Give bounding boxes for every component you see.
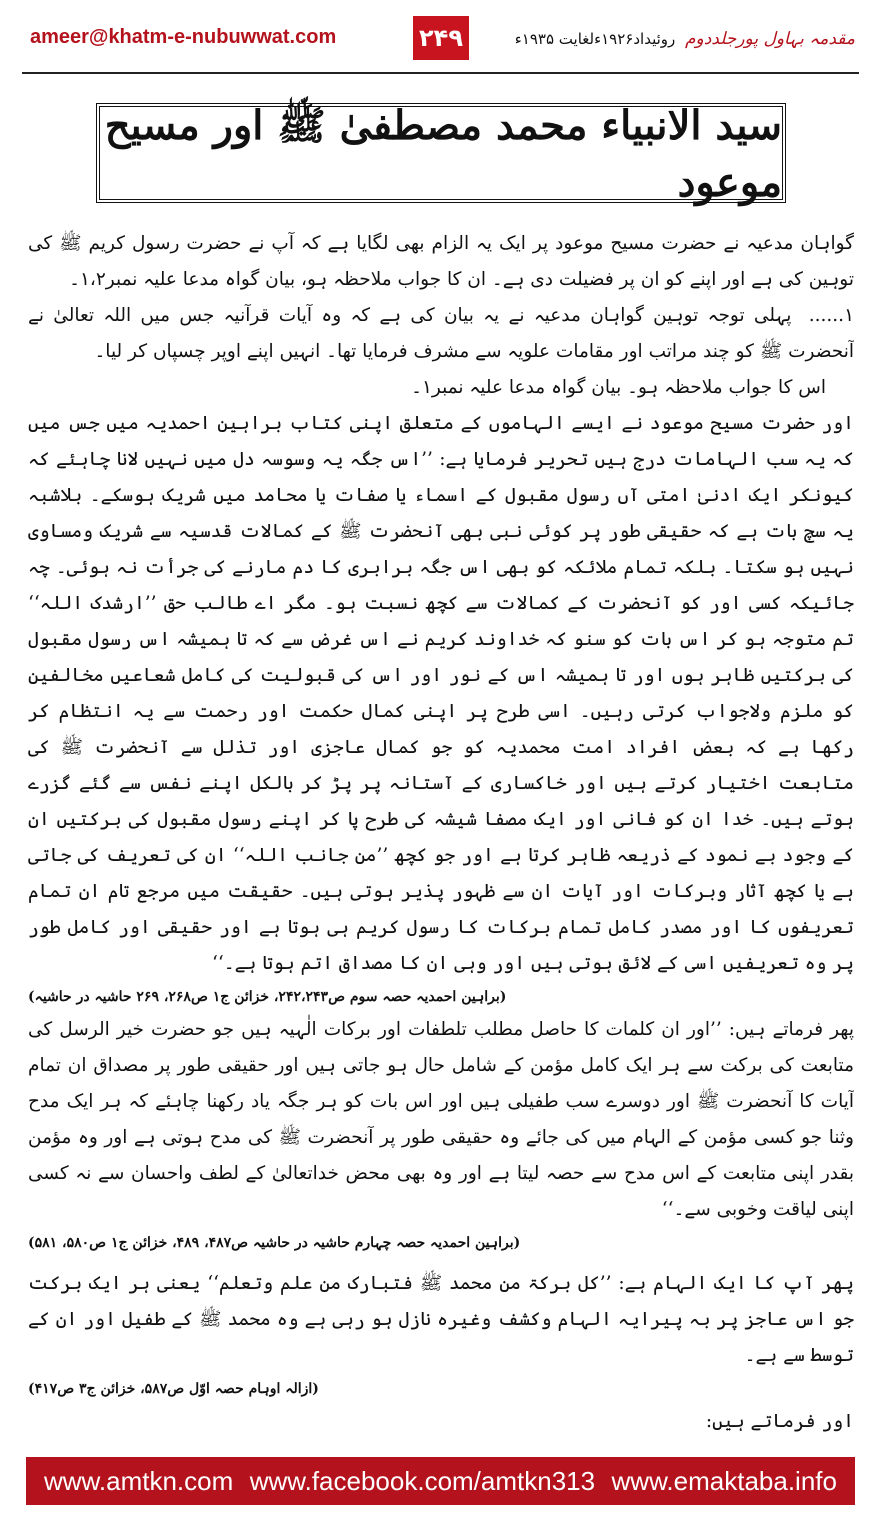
reference-2: (براہین احمدیہ حصہ چہارم حاشیہ در حاشیہ ص۴۸۷، ۴۸۹، خزائن ج۱ ص۵۸۰، ۵۸۱) xyxy=(28,1235,521,1251)
paragraph-6: پھر آپ کا ایک الہام ہے: ’’کل برکۃ من محمد ﷺ فتبارک من علم وتعلم‘‘ یعنی ہر ایک برکت جو اس عاجز پر بہ پیرایہ الہام وکشف وغیرہ نازل ہو رہی ہے وہ محمد ﷺ کے طفیل اور ان کے توسط سے ہے۔ xyxy=(28,1273,854,1366)
footer-link-facebook[interactable]: www.facebook.com/amtkn313 xyxy=(249,1465,596,1496)
period-label: روئیداد۱۹۲۶ءلغایت ۱۹۳۵ء xyxy=(514,30,676,48)
paragraph-5: پھر فرماتے ہیں: ’’اور ان کلمات کا حاصل مطلب تلطفات اور برکات الٰہیہ ہیں جو حضرت خیر الرسل کی متابعت کی برکت سے ہر ایک کامل مؤمن کے شامل حال ہو جاتی ہیں اور حقیقی طور پر مصداق ان تمام آیات کا آنحضرت ﷺ اور دوسرے سب طفیلی ہیں اور اس بات کو ہر جگہ یاد رکھنا چاہئے کہ ہر ایک مدح وثنا جو کسی مؤمن کے الہام میں کی جائے وہ حقیقی طور پر آنحضرت ﷺ کی مدح ہوتی ہے اور وہ مؤمن بقدر اپنی متابعت کے اس مدح سے حصہ لیتا ہے اور وہ بھی محض خداتعالیٰ کے لطف واحسان سے نہ کسی اپنی لیاقت وخوبی سے۔‘‘ xyxy=(28,1019,854,1220)
paragraph-7: اور فرماتے ہیں: xyxy=(705,1411,854,1432)
main-text xyxy=(28,226,854,1446)
paragraph-8 xyxy=(28,1440,854,1446)
header-divider xyxy=(22,72,859,74)
email-link[interactable]: ameer@khatm-e-nubuwwat.com xyxy=(30,26,337,48)
footer-link-amtkn[interactable]: www.amtkn.com xyxy=(44,1465,234,1496)
paragraph-2 xyxy=(28,298,854,370)
reference-1: (براہین احمدیہ حصہ سوم ص۲۴۲،۲۴۳، خزائن ج۱ ص۲۶۸، ۲۶۹ حاشیہ در حاشیہ) xyxy=(28,989,507,1005)
list-number: ۱...... xyxy=(808,305,854,326)
book-title: مقدمہ بہاول پورجلددوم xyxy=(684,29,855,49)
spacer xyxy=(28,1258,854,1266)
footer-bar xyxy=(26,1457,855,1505)
footer-link-emaktaba[interactable]: www.emaktaba.info xyxy=(611,1465,837,1496)
page-header xyxy=(0,0,881,78)
page-number-badge: ۲۴۹ xyxy=(413,16,469,60)
reference-3: (ازالہ اوہام حصہ اوّل ص۵۸۷، خزائن ج۳ ص۴۱۷) xyxy=(28,1381,319,1397)
paragraph-4: اور حضرت مسیح موعود نے ایسے الہاموں کے متعلق اپنی کتاب براہین احمدیہ میں جس میں کہ یہ سب الہامات درج ہیں تحریر فرمایا ہے: ’’اس جگہ یہ وسوسہ دل میں نہیں لانا چاہئے کہ کیونکر ایک ادنیٰ امتی آں رسول مقبول کے اسماء یا صفات یا محامد میں شریک ہوسکے۔ بلاشبہ یہ سچ بات ہے کہ حقیقی طور پر کوئی نبی بھی آنحضرت ﷺ کے کمالات قدسیہ سے شریک ومساوی نہیں ہو سکتا۔ بلکہ تمام ملائکہ کو بھی اس جگہ برابری کا دم مارنے کی جرأت نہ ہوئی۔ چہ جائیکہ کسی اور کو آنحضرت کے کمالات سے کچھ نسبت ہو۔ مگر اے طالب حق ’’ارشدک اللہ‘‘ تم متوجہ ہو کر اس بات کو سنو کہ خداوند کریم نے اس غرض سے کہ تا ہمیشہ اس رسول مقبول کی برکتیں ظاہر ہوں اور تا ہمیشہ اس کے نور اور اس کی قبولیت کی کامل شعاعیں مخالفین کو ملزم ولاجواب کرتی رہیں۔ اسی طرح پر اپنی کمال حکمت اور رحمت سے یہ انتظام کر رکھا ہے کہ بعض افراد امت محمدیہ کو جو کمال عاجزی اور تذلل سے آنحضرت ﷺ کی متابعت اختیار کرتے ہیں اور خاکساری کے آستانہ پر پڑ کر بالکل اپنے نفس سے گئے گزرے ہوتے ہیں۔ خدا ان کو فانی اور ایک مصفا شیشہ کی طرح پا کر اپنے رسول مقبول کی برکتیں ان کے وجود بے نمود کے ذریعہ ظاہر کرتا ہے اور جو کچھ ’’من جانب اللہ‘‘ ان کی تعریف کی جاتی ہے یا کچھ آثار وبرکات اور آیات ان سے ظہور پذیر ہوتی ہیں۔ حقیقت میں مرجع تام ان تمام تعریفوں کا اور مصدر کامل تمام برکات کا رسول کریم ہی ہوتا ہے اور حقیقی اور کامل طور پر وہ تعریفیں اسی کے لائق ہوتی ہیں اور وہی ان کا مصداق اتم ہوتا ہے۔‘‘ xyxy=(28,413,854,974)
chapter-title: سید الانبیاء محمد مصطفیٰ ﷺ اور مسیح موعود xyxy=(104,101,782,206)
paragraph-3: اس کا جواب ملاحظہ ہو۔ بیان گواہ مدعا علیہ نمبر۱۔ xyxy=(411,377,826,398)
chapter-title-box xyxy=(96,101,786,206)
paragraph-2-text: پہلی توجہ توہین گواہان مدعیہ نے یہ بیان کی ہے کہ وہ آیات قرآنیہ جس میں اللہ تعالیٰ نے آنحضرت ﷺ کو چند مراتب اور مقامات علویہ سے مشرف فرمایا تھا۔ انہیں اپنے اوپر چسپاں کر لیا۔ xyxy=(28,305,854,362)
paragraph-1: گواہان مدعیہ نے حضرت مسیح موعود پر ایک یہ الزام بھی لگایا ہے کہ آپ نے حضرت رسول کریم ﷺ کی توہین کی ہے اور اپنے کو ان پر فضیلت دی ہے۔ ان کا جواب ملاحظہ ہو، بیان گواہ مدعا علیہ نمبر۱،۲۔ xyxy=(28,233,854,290)
